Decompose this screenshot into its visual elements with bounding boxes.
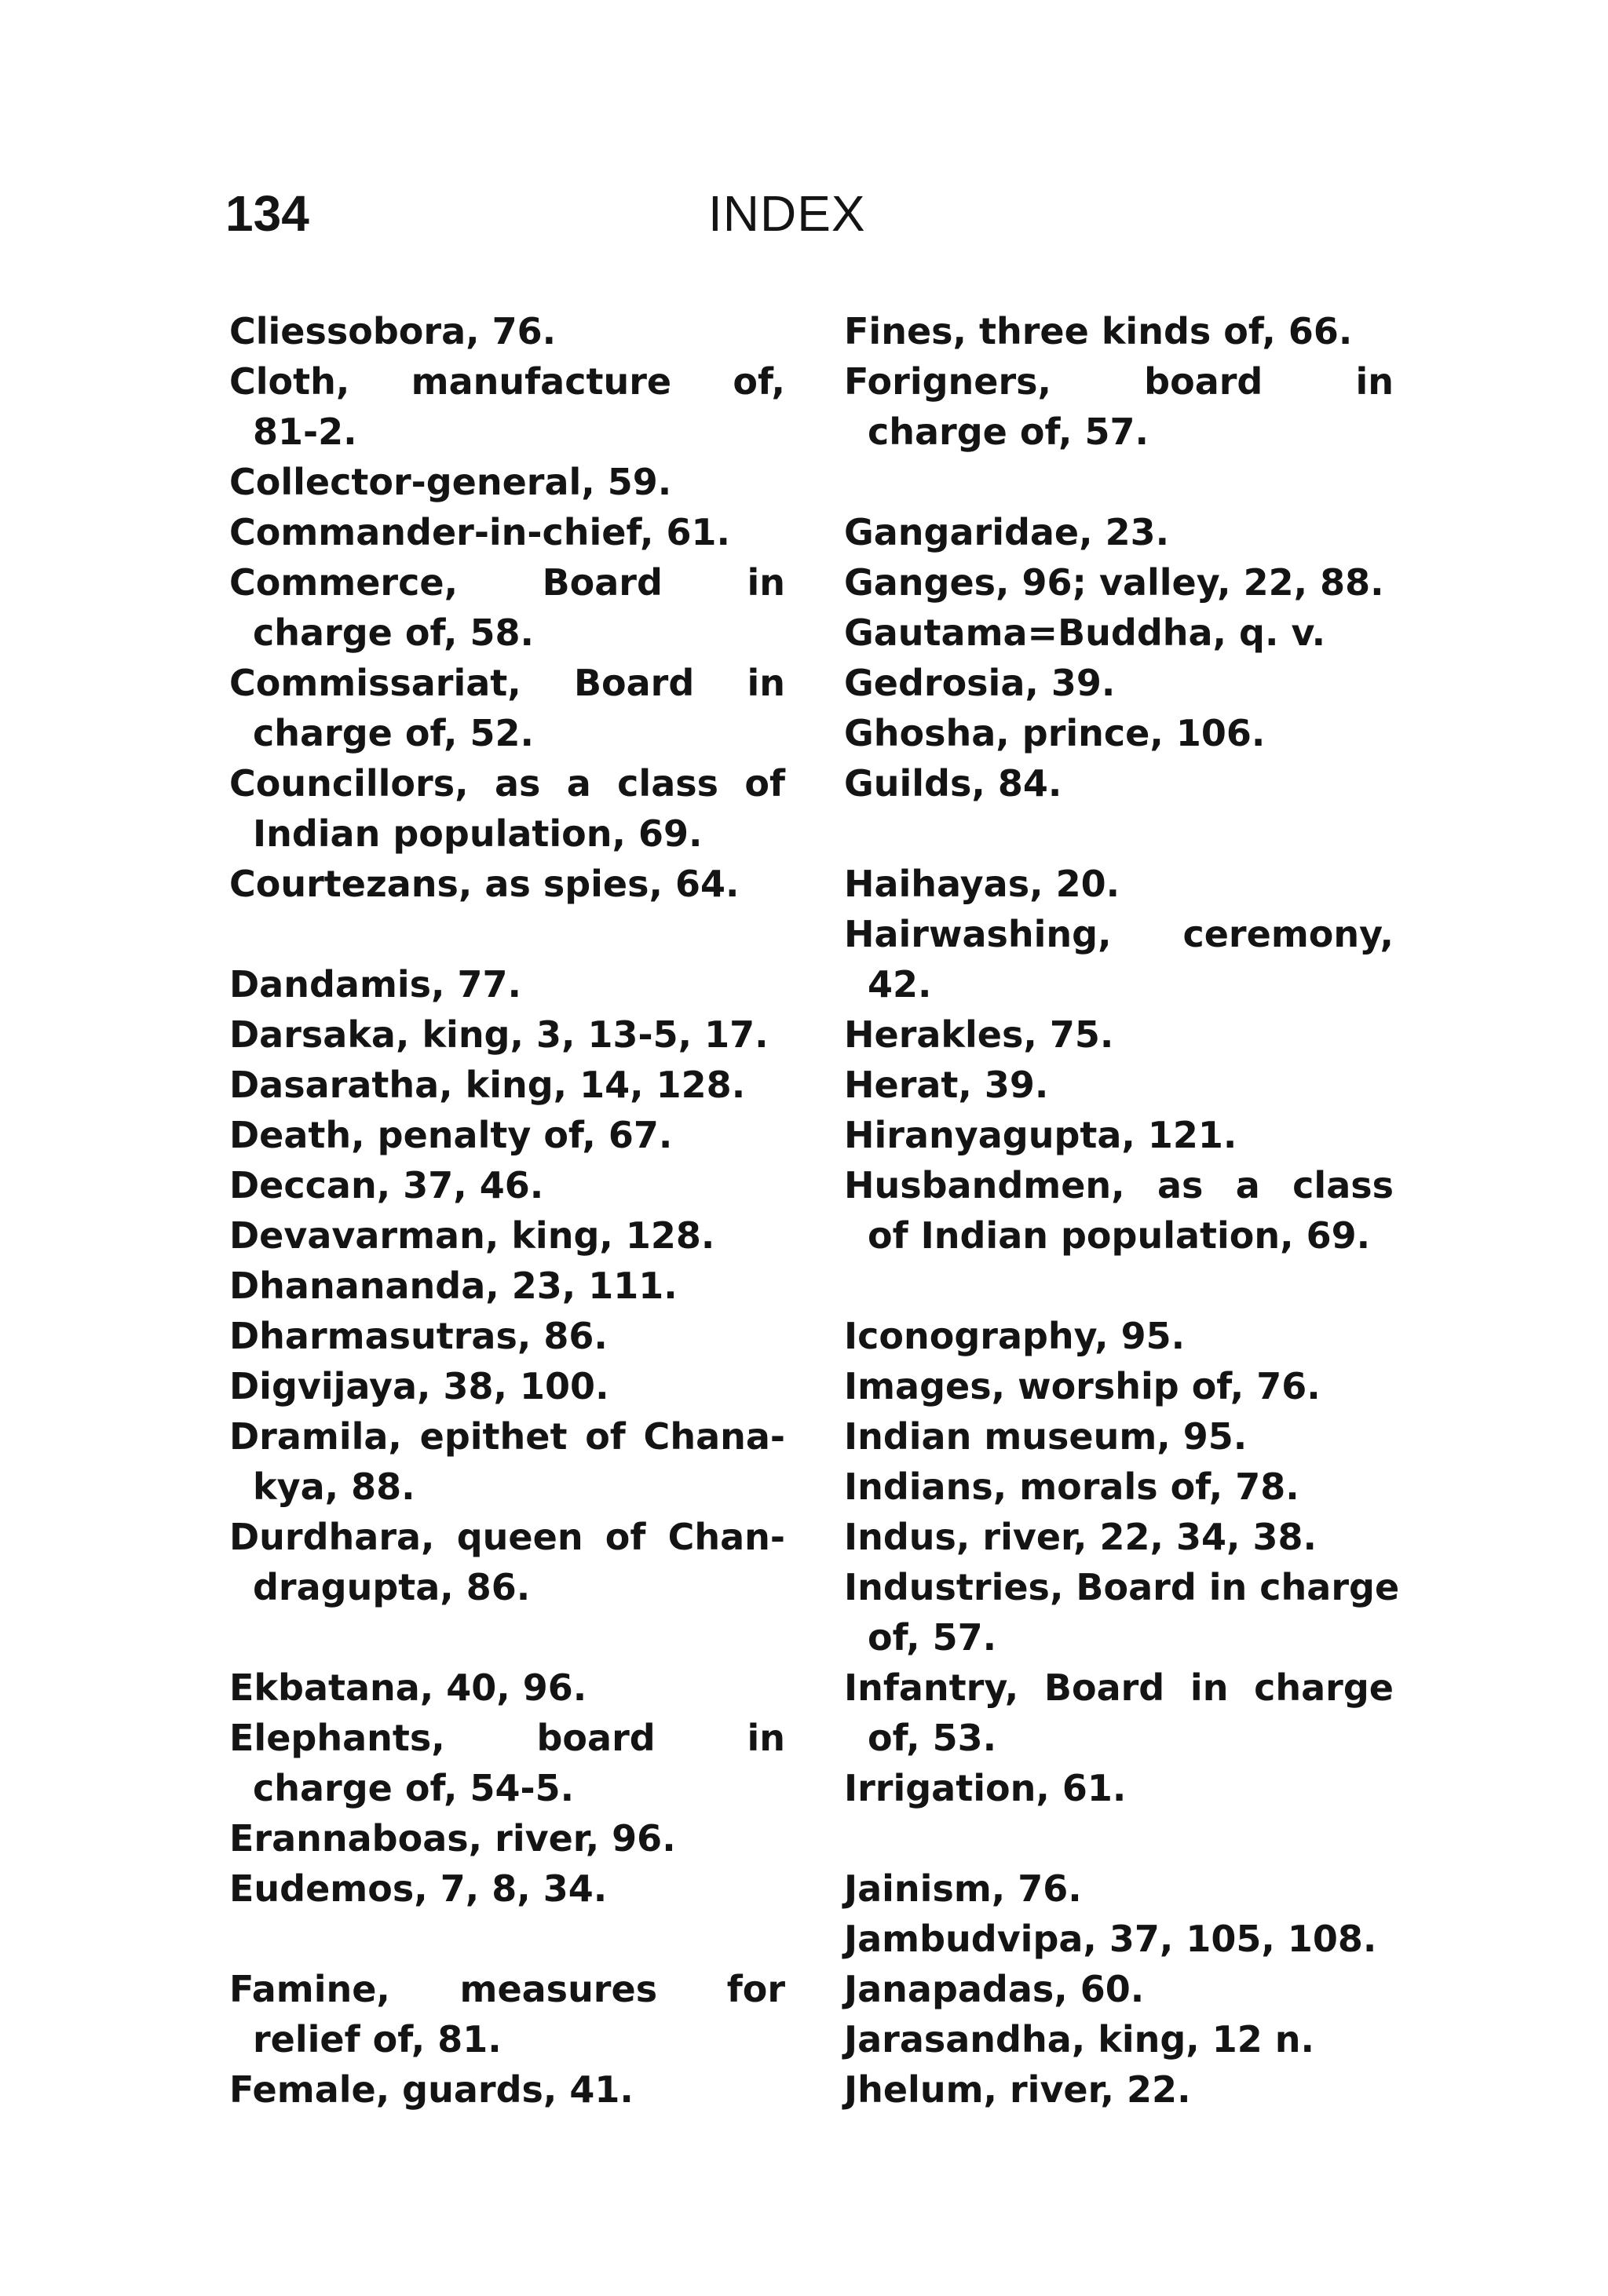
index-entry: Iconography, 95. bbox=[844, 1315, 1186, 1357]
index-entry bbox=[229, 658, 785, 758]
index-entry-line: Durdhara, queen of Chan- bbox=[229, 1516, 785, 1558]
page-number: 134 bbox=[225, 185, 309, 242]
letter-group-gap bbox=[229, 1612, 785, 1663]
index-entry bbox=[844, 909, 1394, 1009]
index-entry-continuation: of, 53. bbox=[868, 1717, 997, 1759]
letter-group-gap bbox=[229, 1914, 785, 1964]
index-entry bbox=[229, 758, 785, 859]
index-entry bbox=[229, 1713, 785, 1813]
index-entry: Courtezans, as spies, 64. bbox=[229, 863, 740, 905]
index-entry: Haihayas, 20. bbox=[844, 863, 1120, 905]
index-entry: Janapadas, 60. bbox=[844, 1968, 1145, 2010]
index-entry-continuation: relief of, 81. bbox=[253, 2018, 502, 2061]
index-entry-line: Famine, measures for bbox=[229, 1968, 785, 2010]
page-title: INDEX bbox=[708, 185, 866, 242]
index-entry: Digvijaya, 38, 100. bbox=[229, 1365, 609, 1407]
index-entry-continuation: charge of, 58. bbox=[253, 611, 534, 654]
index-entry: Herat, 39. bbox=[844, 1064, 1049, 1106]
index-entry: Jhelum, river, 22. bbox=[844, 2068, 1191, 2111]
letter-group-gap bbox=[844, 1813, 1394, 1863]
index-entry: Devavarman, king, 128. bbox=[229, 1214, 715, 1257]
index-entry-line: Infantry, Board in charge bbox=[844, 1666, 1394, 1709]
index-entry: Deccan, 37, 46. bbox=[229, 1164, 544, 1206]
index-entry: Dhanananda, 23, 111. bbox=[229, 1265, 678, 1307]
index-entry: Dandamis, 77. bbox=[229, 963, 521, 1006]
index-entry-line: Cloth, manufacture of, bbox=[229, 360, 785, 403]
index-entry-line: Commerce, Board in bbox=[229, 561, 785, 604]
index-entry-continuation: kya, 88. bbox=[253, 1466, 415, 1508]
index-entry: Death, penalty of, 67. bbox=[229, 1114, 673, 1156]
index-entry-continuation: charge of, 52. bbox=[253, 712, 534, 754]
index-column-left bbox=[229, 306, 785, 2115]
index-entry: Commander-in-chief, 61. bbox=[229, 511, 730, 553]
index-entry: Indian museum, 95. bbox=[844, 1415, 1248, 1458]
index-entry: Indians, morals of, 78. bbox=[844, 1466, 1299, 1508]
index-entry: Ganges, 96; valley, 22, 88. bbox=[844, 561, 1384, 604]
index-entry: Hiranyagupta, 121. bbox=[844, 1114, 1237, 1156]
index-entry bbox=[844, 1663, 1394, 1763]
index-entry: Gangaridae, 23. bbox=[844, 511, 1170, 553]
index-entry: Erannaboas, river, 96. bbox=[229, 1817, 676, 1860]
index-entry-continuation: of Indian population, 69. bbox=[868, 1214, 1371, 1257]
index-entry: Dasaratha, king, 14, 128. bbox=[229, 1064, 746, 1106]
index-entry bbox=[844, 1562, 1400, 1663]
index-entry-continuation: 42. bbox=[868, 963, 932, 1006]
index-entry bbox=[844, 1160, 1394, 1261]
index-entry: Eudemos, 7, 8, 34. bbox=[229, 1867, 608, 1910]
index-entry: Jarasandha, king, 12 n. bbox=[844, 2018, 1315, 2061]
index-entry-continuation: charge of, 57. bbox=[868, 411, 1149, 453]
index-entry: Images, worship of, 76. bbox=[844, 1365, 1321, 1407]
index-entry: Gautama=Buddha, q. v. bbox=[844, 611, 1326, 654]
index-entry-line: Elephants, board in bbox=[229, 1717, 785, 1759]
letter-group-gap bbox=[229, 909, 785, 959]
index-entry-line: Dramila, epithet of Chana- bbox=[229, 1415, 785, 1458]
letter-group-gap bbox=[844, 457, 1394, 507]
index-entry: Dharmasutras, 86. bbox=[229, 1315, 608, 1357]
index-entry: Irrigation, 61. bbox=[844, 1767, 1127, 1809]
index-entry-continuation: of, 57. bbox=[868, 1616, 997, 1659]
letter-group-gap bbox=[844, 1261, 1394, 1311]
index-entry-continuation: dragupta, 86. bbox=[253, 1566, 531, 1608]
index-entry-continuation: charge of, 54-5. bbox=[253, 1767, 575, 1809]
index-entry: Female, guards, 41. bbox=[229, 2068, 634, 2111]
index-column-right bbox=[844, 306, 1400, 2115]
index-entry: Ekbatana, 40, 96. bbox=[229, 1666, 587, 1709]
index-entry: Collector-general, 59. bbox=[229, 461, 672, 503]
index-entry bbox=[229, 1512, 785, 1612]
index-entry-line: Hairwashing, ceremony, bbox=[844, 913, 1394, 955]
index-entry: Gedrosia, 39. bbox=[844, 662, 1116, 704]
index-entry bbox=[229, 356, 785, 457]
index-entry-line: Husbandmen, as a class bbox=[844, 1164, 1394, 1206]
index-entry bbox=[229, 1964, 785, 2064]
index-entry-line: Forigners, board in bbox=[844, 360, 1394, 403]
index-entry bbox=[844, 356, 1394, 457]
index-entry: Fines, three kinds of, 66. bbox=[844, 310, 1353, 352]
index-entry bbox=[229, 557, 785, 658]
index-entry-continuation: 81-2. bbox=[253, 411, 357, 453]
index-entry-continuation: Indian population, 69. bbox=[253, 812, 703, 855]
index-entry: Jainism, 76. bbox=[844, 1867, 1082, 1910]
index-entry bbox=[229, 1411, 785, 1512]
index-entry: Darsaka, king, 3, 13-5, 17. bbox=[229, 1013, 769, 1056]
index-entry: Cliessobora, 76. bbox=[229, 310, 557, 352]
index-entry: Indus, river, 22, 34, 38. bbox=[844, 1516, 1317, 1558]
index-entry-line: Commissariat, Board in bbox=[229, 662, 785, 704]
index-entry-line: Councillors, as a class of bbox=[229, 762, 785, 805]
index-entry: Ghosha, prince, 106. bbox=[844, 712, 1266, 754]
index-entry: Jambudvipa, 37, 105, 108. bbox=[844, 1918, 1377, 1960]
letter-group-gap bbox=[844, 809, 1394, 859]
index-entry: Guilds, 84. bbox=[844, 762, 1062, 805]
index-entry-line: Industries, Board in charge bbox=[844, 1566, 1400, 1608]
index-entry: Herakles, 75. bbox=[844, 1013, 1114, 1056]
